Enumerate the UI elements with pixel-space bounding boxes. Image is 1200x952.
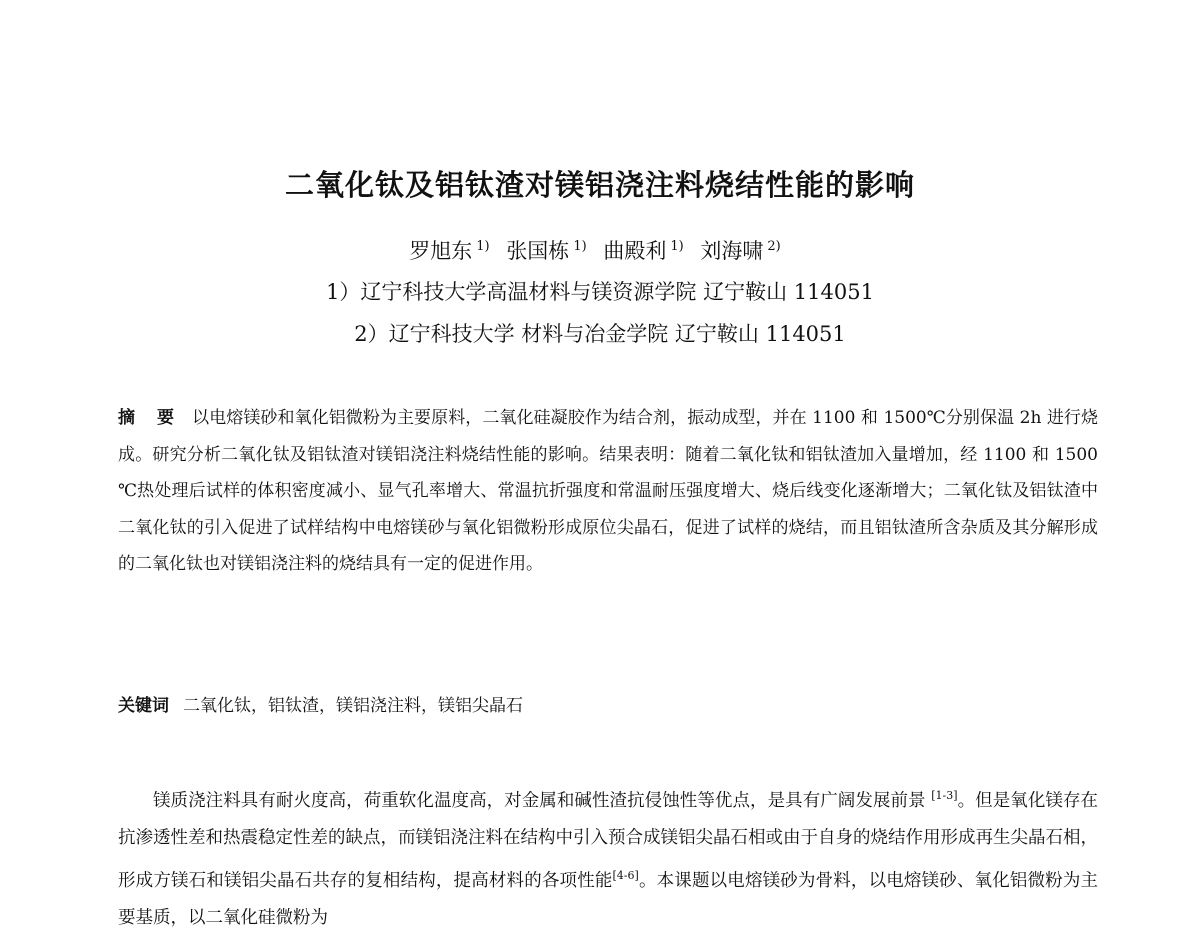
author-affiliation-mark: 1) — [476, 239, 490, 254]
affiliation-2: 2）辽宁科技大学 材料与冶金学院 辽宁鞍山 114051 — [354, 322, 846, 346]
abstract-label: 摘 要 — [118, 408, 183, 428]
author-name: 曲殿利 — [603, 239, 667, 263]
keywords-label: 关键词 — [118, 696, 169, 716]
citation-ref: [1-3] — [931, 789, 958, 802]
author-list — [0, 233, 1200, 265]
body-text-part: 。但是氧化镁存在抗渗透性差和热震稳定性差的缺点，而镁铝浇注料在结构中引入预合成镁铝尖晶石相或由于自身的烧结作用形成再生尖晶石相，形成方镁石和镁铝尖晶石共存的复相结构，提高材料的各项性能 — [118, 791, 1099, 891]
abstract-text: 以电熔镁砂和氧化铝微粉为主要原料，二氧化硅凝胶作为结合剂，振动成型，并在 1100 和 1500℃分别保温 2h 进行烧成。研究分析二氧化钛及铝钛渣对镁铝浇注料烧结性能的影响。结果表明：随着二氧化钛和铝钛渣加入量增加，经 1100 和 1500 ℃热处理后试样的体积密度减小、显气孔率增大、常温抗折强度和常温耐压强度增大、烧后线变化逐渐增大；二氧化钛及铝钛渣中二氧化钛的引入促进了试样结构中电熔镁砂与氧化铝微粉形成原位尖晶石，促进了试样的烧结，而且铝钛渣所含杂质及其分解形成的二氧化钛也对镁铝浇注料的烧结具有一定的促进作用。 — [118, 408, 1099, 574]
author-name: 张国栋 — [506, 239, 570, 263]
body-paragraph — [118, 777, 1098, 937]
paper-title: 二氧化钛及铝钛渣对镁铝浇注料烧结性能的影响 — [284, 168, 915, 202]
keywords — [118, 688, 1098, 724]
abstract — [118, 400, 1098, 583]
author-name: 刘海啸 — [700, 239, 764, 263]
author-affiliation-mark: 1) — [573, 239, 587, 254]
citation-ref: [4-6] — [612, 869, 639, 882]
keywords-text: 二氧化钛，铝钛渣，镁铝浇注料，镁铝尖晶石 — [183, 696, 523, 716]
body-text-part: 镁质浇注料具有耐火度高，荷重软化温度高，对金属和碱性渣抗侵蚀性等优点，是具有广阔发展前景 — [153, 791, 932, 811]
body-text-part: 。本课题以电熔镁砂为骨料，以电熔镁砂、氧化铝微粉为主要基质，以二氧化硅微粉为 — [118, 871, 1099, 928]
author-affiliation-mark: 2) — [767, 239, 781, 254]
author-affiliation-mark: 1) — [670, 239, 684, 254]
author-name: 罗旭东 — [409, 239, 473, 263]
affiliation-1: 1）辽宁科技大学高温材料与镁资源学院 辽宁鞍山 114051 — [326, 280, 874, 304]
